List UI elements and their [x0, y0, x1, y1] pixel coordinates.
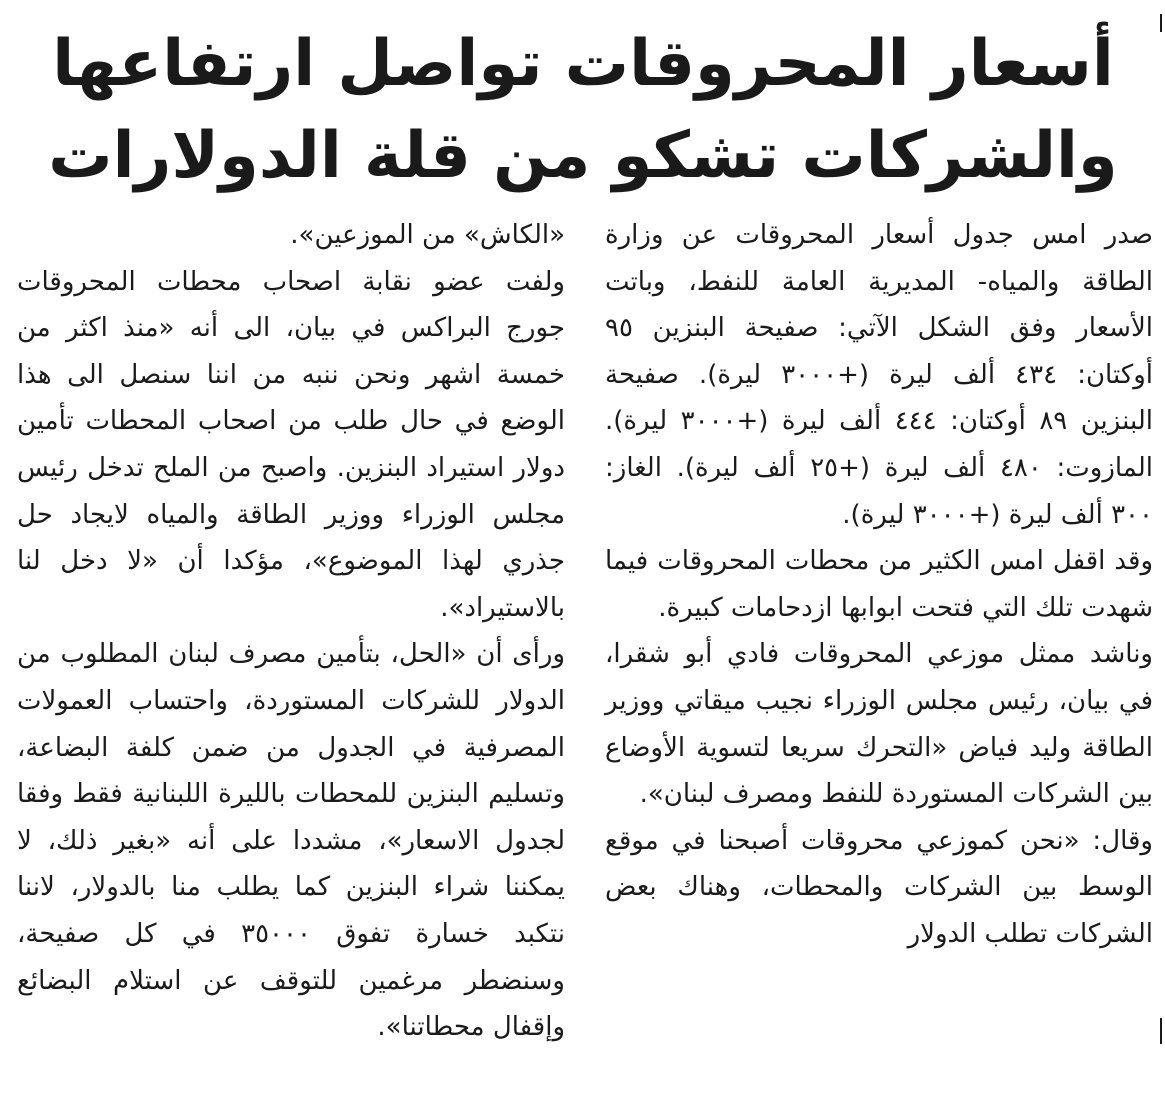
column-left-paragraph-2: ولفت عضو نقابة اصحاب محطات المحروقات جورج البراكس في بيان، الى أنه «منذ اكثر من خمسة اشهر ونحن ننبه من اننا سنصل الى هذا الوضع في حال طلب من اصحاب المحطات تأمين دولار استيراد البنزين. واصبح من الملح تدخل رئيس مجلس الوزراء ووزير الطاقة والمياه لايجاد حل جذري لهذا الموضوع»، مؤكدا أن «لا دخل لنا بالاستيراد». [17, 266, 565, 623]
column-right-paragraph-2: وقد اقفل امس الكثير من محطات المحروقات فيما شهدت تلك التي فتحت ابوابها ازدحامات كبيرة. [605, 546, 1153, 623]
column-left-paragraph-3: ورأى أن «الحل، بتأمين مصرف لبنان المطلوب من الدولار للشركات المستوردة، واحتساب العمولات المصرفية في الجدول من ضمن كلفة البضاعة، وتسليم البنزين للمحطات بالليرة اللبنانية فقط وفقا لجدول الاسعار»، مشددا على أنه «بغير ذلك، لا يمكننا شراء البنزين كما يطلب منا بالدولار، لاننا نتكبد خسارة تفوق ٣٥٠٠٠ في كل صفيحة، وسنضطر مرغمين للتوقف عن استلام البضائع وإقفال محطاتنا». [17, 639, 566, 1043]
column-left-paragraph-1: «الكاش» من الموزعين». [290, 220, 565, 250]
article-headline [23, 18, 1143, 202]
article-column-right [605, 212, 1153, 958]
headline-line-1: أسعار المحروقات تواصل ارتفاعها [52, 27, 1114, 101]
column-edge-rule-top [1160, 14, 1162, 32]
column-right-paragraph-4: وقال: «نحن كموزعي محروقات أصبحنا في موقع الوسط بين الشركات والمحطات، وهناك بعض الشركات تطلب الدولار [605, 825, 1153, 949]
article-column-right-clip [597, 212, 1153, 1055]
article-column-left [17, 212, 565, 1051]
column-right-paragraph-1: صدر امس جدول أسعار المحروقات عن وزارة الطاقة والمياه- المديرية العامة للنفط، وباتت الأسعار وفق الشكل الآتي: صفيحة البنزين ٩٥ أوكتان: ٤٣٤ ألف ليرة (+٣٠٠٠ ليرة). صفيحة البنزين ٨٩ أوكتان: ٤٤٤ ألف ليرة (+٣٠٠٠ ليرة). المازوت: ٤٨٠ ألف ليرة (+٢٥ ألف ليرة). الغاز: ٣٠٠ ألف ليرة (+٣٠٠٠ ليرة). [605, 220, 1153, 530]
column-right-paragraph-3: وناشد ممثل موزعي المحروقات فادي أبو شقرا، في بيان، رئيس مجلس الوزراء نجيب ميقاتي ووزير الطاقة وليد فياض «التحرك سريعا لتسوية الأوضاع بين الشركات المستوردة للنفط ومصرف لبنان». [605, 639, 1153, 810]
headline-line-2: والشركات تشكو من قلة الدولارات [48, 119, 1118, 193]
column-edge-rule-bottom [1160, 1018, 1162, 1044]
